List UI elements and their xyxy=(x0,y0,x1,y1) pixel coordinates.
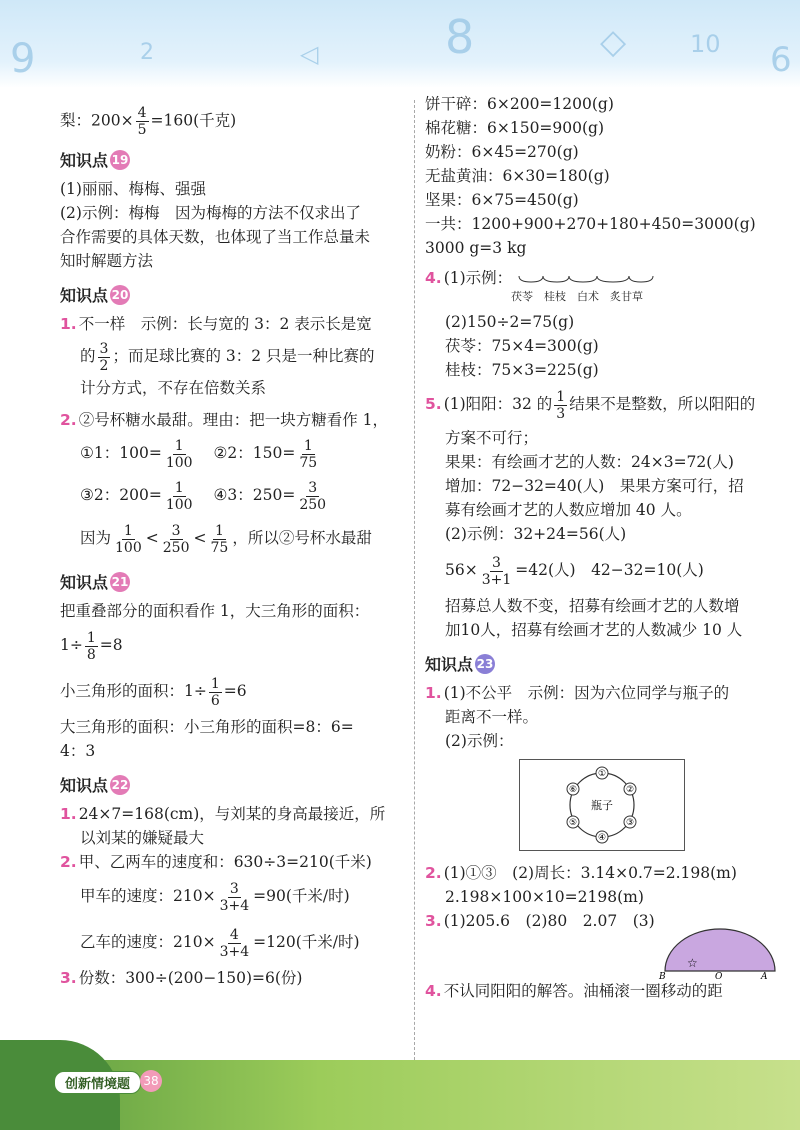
answer-line: 小三角形的面积：1÷ $\frac{1}{6}$ =6 xyxy=(60,675,247,709)
knowledge-point-heading: 知识点 22 xyxy=(60,776,129,795)
decor-shape: 10 xyxy=(690,30,721,58)
answer-line: 1÷ $\frac{1}{8}$ =8 xyxy=(60,629,123,663)
svg-text:③: ③ xyxy=(625,818,635,828)
answer-line: 果果：有绘画才艺的人数：24×3=72(人) xyxy=(445,453,734,471)
decor-shape: 6 xyxy=(770,40,792,80)
decor-shape: ◁ xyxy=(300,40,319,68)
answer-line: 2.198×100×10=2198(m) xyxy=(445,888,644,906)
answer-line: 合作需要的具体天数，也体现了当工作总量未 xyxy=(60,228,371,246)
answer-line: 4. (1)示例： xyxy=(425,266,785,290)
answer-line: 加10人，招募有绘画才艺的人数减少 10 人 xyxy=(445,621,743,639)
answer-line: 因为 $\frac{1}{100}$ < $\frac{3}{250}$ < $\frac{1}{75}$ ，所以②号杯水最甜 xyxy=(80,522,372,556)
answer-line: 无盐黄油：6×30=180(g) xyxy=(425,167,610,185)
star-mark: ☆ xyxy=(687,956,698,970)
answer-line: 把重叠部分的面积看作 1，大三角形的面积： xyxy=(60,602,370,620)
decor-shape: 8 xyxy=(445,10,475,64)
answer-line: 奶粉：6×45=270(g) xyxy=(425,143,579,161)
knowledge-point-heading: 知识点 23 xyxy=(425,655,494,674)
svg-text:①: ① xyxy=(597,769,607,779)
bottle-label: 瓶子 xyxy=(591,799,613,812)
answer-line: 知时解题方法 xyxy=(60,252,154,270)
answer-line: 3000 g=3 kg xyxy=(425,239,527,257)
semicircle-diagram xyxy=(425,927,768,982)
circle-diagram xyxy=(520,760,684,850)
answer-line: 饼干碎：6×200=1200(g) xyxy=(425,95,614,113)
left-column xyxy=(60,105,405,990)
svg-text:④: ④ xyxy=(597,833,607,843)
svg-text:⑥: ⑥ xyxy=(568,785,578,795)
svg-text:②: ② xyxy=(625,785,635,795)
answer-line: 梨：200× $\frac{4}{5}$ =160(千克) xyxy=(60,105,237,138)
answer-line: 1. 24×7=168(cm)，与刘某的身高最接近，所 xyxy=(60,805,386,823)
answer-line: 增加：72−32=40(人) 果果方案可行，招 xyxy=(445,477,744,495)
answer-line: 5. (1)阳阳：32 的 $\frac{1}{3}$ 结果不是整数，所以阳阳的 xyxy=(425,388,756,422)
decor-shape: ◇ xyxy=(600,22,627,62)
answer-line: 甲车的速度：210× $\frac{3}{3+4}$ =90(千米/时) xyxy=(80,880,350,914)
svg-text:⑤: ⑤ xyxy=(568,818,578,828)
answer-line: 3. (1)205.6 (2)80 2.07 (3) xyxy=(425,912,655,930)
answer-line: 乙车的速度：210× $\frac{4}{3+4}$ =120(千米/时) xyxy=(80,926,360,960)
answer-line: 计分方式，不存在倍数关系 xyxy=(80,379,267,397)
brace-labels: 茯苓 桂枝 白术 炙甘草 xyxy=(511,290,643,303)
header-band xyxy=(0,0,800,88)
answer-line: (2)150÷2=75(g) xyxy=(445,313,575,331)
answer-line: 一共：1200+900+270+180+450=3000(g) xyxy=(425,215,756,233)
answer-line: 募有绘画才艺的人数应增加 40 人。 xyxy=(445,501,692,519)
answer-line: (2)示例：32+24=56(人) xyxy=(445,525,627,543)
answer-line: 方案不可行； xyxy=(445,429,539,447)
answer-line: ③2：200= $\frac{1}{100}$ ④3：250= $\frac{3}{250}$ xyxy=(80,479,327,513)
answer-line: 2. ②号杯糖水最甜。理由：把一块方糖看作 1， xyxy=(60,411,388,429)
knowledge-point-heading: 知识点 21 xyxy=(60,573,129,592)
answer-line: 棉花糖：6×150=900(g) xyxy=(425,119,605,137)
answer-line: 茯苓：75×4=300(g) xyxy=(445,337,599,355)
footer-band xyxy=(0,1060,800,1130)
answer-line: 56× $\frac{3}{3+1}$ =42(人) 42−32=10(人) xyxy=(445,554,704,588)
answer-line: 4. 不认同阳阳的解答。油桶滚一圈移动的距 xyxy=(425,982,723,1000)
brace-diagram xyxy=(517,272,657,286)
answer-line: (1)丽丽、梅梅、强强 xyxy=(60,180,206,198)
point-o-label: O xyxy=(715,972,723,982)
point-b-label: B xyxy=(659,972,666,982)
answer-line: 距离不一样。 xyxy=(445,708,539,726)
right-column xyxy=(425,92,785,1003)
answer-line: 招募总人数不变，招募有绘画才艺的人数增 xyxy=(445,597,740,615)
answer-line: ①1：100= $\frac{1}{100}$ ②2：150= $\frac{1}{75}$ xyxy=(80,437,318,471)
knowledge-point-heading: 知识点 19 xyxy=(60,151,129,170)
answer-line: 1. 不一样 示例：长与宽的 3：2 表示长是宽 xyxy=(60,315,372,333)
answer-line: 的 $\frac{3}{2}$ ；而足球比赛的 3：2 只是一种比赛的 xyxy=(80,340,375,374)
answer-line: 2. (1)①③ (2)周长：3.14×0.7=2.198(m) xyxy=(425,864,737,882)
column-divider xyxy=(414,100,415,1060)
decor-shape: 9 xyxy=(10,36,36,82)
knowledge-point-heading: 知识点 20 xyxy=(60,286,129,305)
answer-line: 3. 份数：300÷(200−150)=6(份) xyxy=(60,969,303,987)
answer-line: 以刘某的嫌疑最大 xyxy=(80,829,205,847)
answer-line: 桂枝：75×3=225(g) xyxy=(445,361,599,379)
answer-line: (2)示例：梅梅 因为梅梅的方法不仅求出了 xyxy=(60,204,361,222)
bottle-diagram xyxy=(519,759,685,851)
answer-line: 2. 甲、乙两车的速度和：630÷3=210(千米) xyxy=(60,853,372,871)
decor-shape: 2 xyxy=(140,40,154,65)
point-a-label: A xyxy=(761,972,768,982)
page-number: 38 xyxy=(140,1070,162,1092)
answer-line: 4：3 xyxy=(60,742,96,760)
answer-line: 坚果：6×75=450(g) xyxy=(425,191,579,209)
footer-title: 创新情境题 xyxy=(54,1071,141,1094)
answer-line: (2)示例： xyxy=(445,732,514,750)
answer-line: 1. (1)不公平 示例：因为六位同学与瓶子的 xyxy=(425,684,730,702)
answer-line: 大三角形的面积：小三角形的面积=8：6= xyxy=(60,718,354,736)
